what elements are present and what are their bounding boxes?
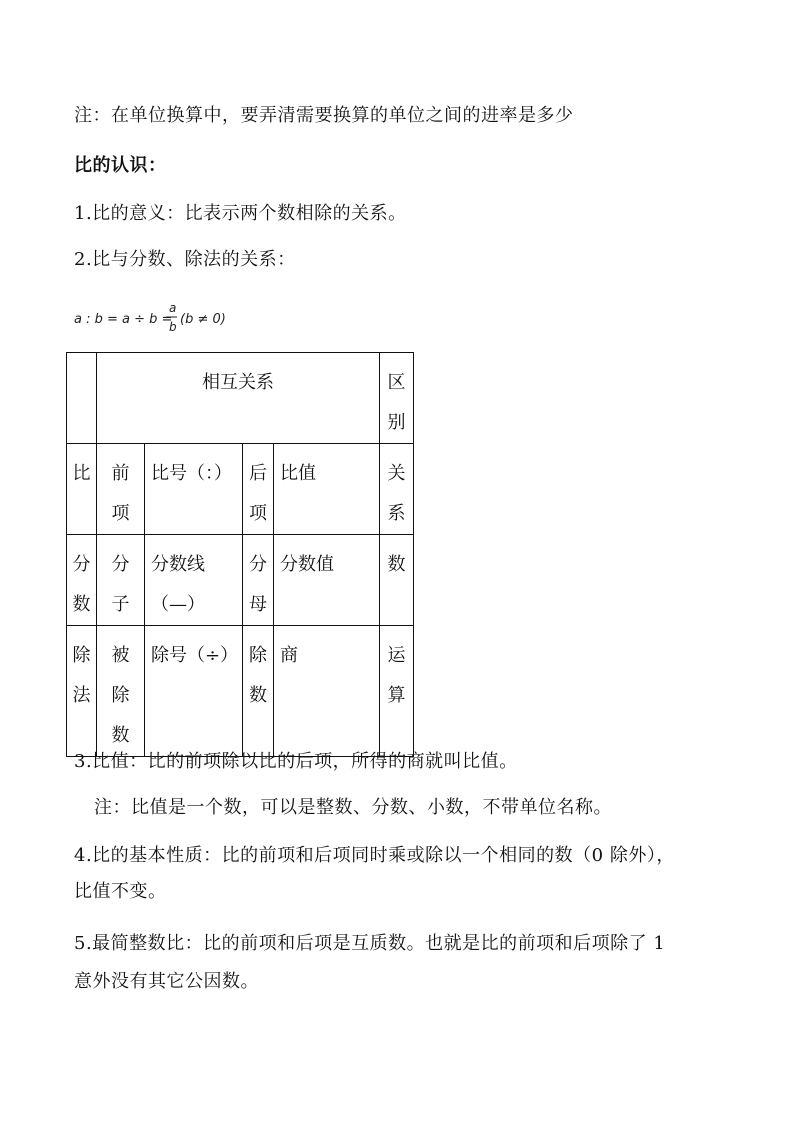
item-4-property-line-2: 比值不变。 <box>74 881 167 902</box>
back-cell: 除 数 <box>243 626 274 757</box>
sign-cell: 分数线 （—） <box>145 535 243 626</box>
value-cell: 分数值 <box>274 535 380 626</box>
section-heading: 比的认识： <box>74 155 167 176</box>
item-3-note: 注：比值是一个数，可以是整数、分数、小数，不带单位名称。 <box>94 797 612 818</box>
unit-conversion-note: 注：在单位换算中，要弄清需要换算的单位之间的进率是多少 <box>74 105 574 126</box>
item-5-simplest-ratio-line-1: 5.最简整数比：比的前项和后项是互质数。也就是比的前项和后项除了 1 <box>74 933 666 954</box>
formula-condition: (b ≠ 0) <box>180 312 226 327</box>
row-name-cell: 比 <box>67 444 97 535</box>
table-row <box>67 353 414 444</box>
value-cell: 比值 <box>274 444 380 535</box>
back-cell: 后 项 <box>243 444 274 535</box>
diff-cell: 运 算 <box>380 626 414 757</box>
row-name-cell: 分 数 <box>67 535 97 626</box>
header-diff-cell: 区 别 <box>380 353 414 444</box>
diff-cell: 关 系 <box>380 444 414 535</box>
formula-left: a : b = a ÷ b = <box>74 312 173 327</box>
formula-denominator: b <box>169 320 177 334</box>
header-relation: 相互关系 <box>202 372 274 393</box>
front-cell: 前 项 <box>97 444 145 535</box>
table-row <box>67 535 414 626</box>
empty-corner-cell <box>67 353 97 444</box>
header-relation-cell <box>97 353 380 444</box>
sign-cell: 比号（：） <box>145 444 243 535</box>
item-4-property-line-1: 4.比的基本性质：比的前项和后项同时乘或除以一个相同的数（0 除外）， <box>74 845 675 866</box>
item-5-simplest-ratio-line-2: 意外没有其它公因数。 <box>74 971 259 992</box>
row-name-cell: 除 法 <box>67 626 97 757</box>
front-cell: 被 除 数 <box>97 626 145 757</box>
table-row <box>67 626 414 757</box>
front-cell: 分 子 <box>97 535 145 626</box>
relation-table <box>66 352 414 757</box>
sign-cell: 除号（÷） <box>145 626 243 757</box>
back-cell: 分 母 <box>243 535 274 626</box>
ratio-formula <box>74 298 234 336</box>
value-cell: 商 <box>274 626 380 757</box>
formula-numerator: a <box>169 301 177 315</box>
diff-cell: 数 <box>380 535 414 626</box>
item-1-meaning: 1.比的意义：比表示两个数相除的关系。 <box>74 203 407 224</box>
table-row <box>67 444 414 535</box>
item-2-relation: 2.比与分数、除法的关系： <box>74 249 296 270</box>
item-3-ratio-value: 3.比值：比的前项除以比的后项，所得的商就叫比值。 <box>74 751 518 772</box>
